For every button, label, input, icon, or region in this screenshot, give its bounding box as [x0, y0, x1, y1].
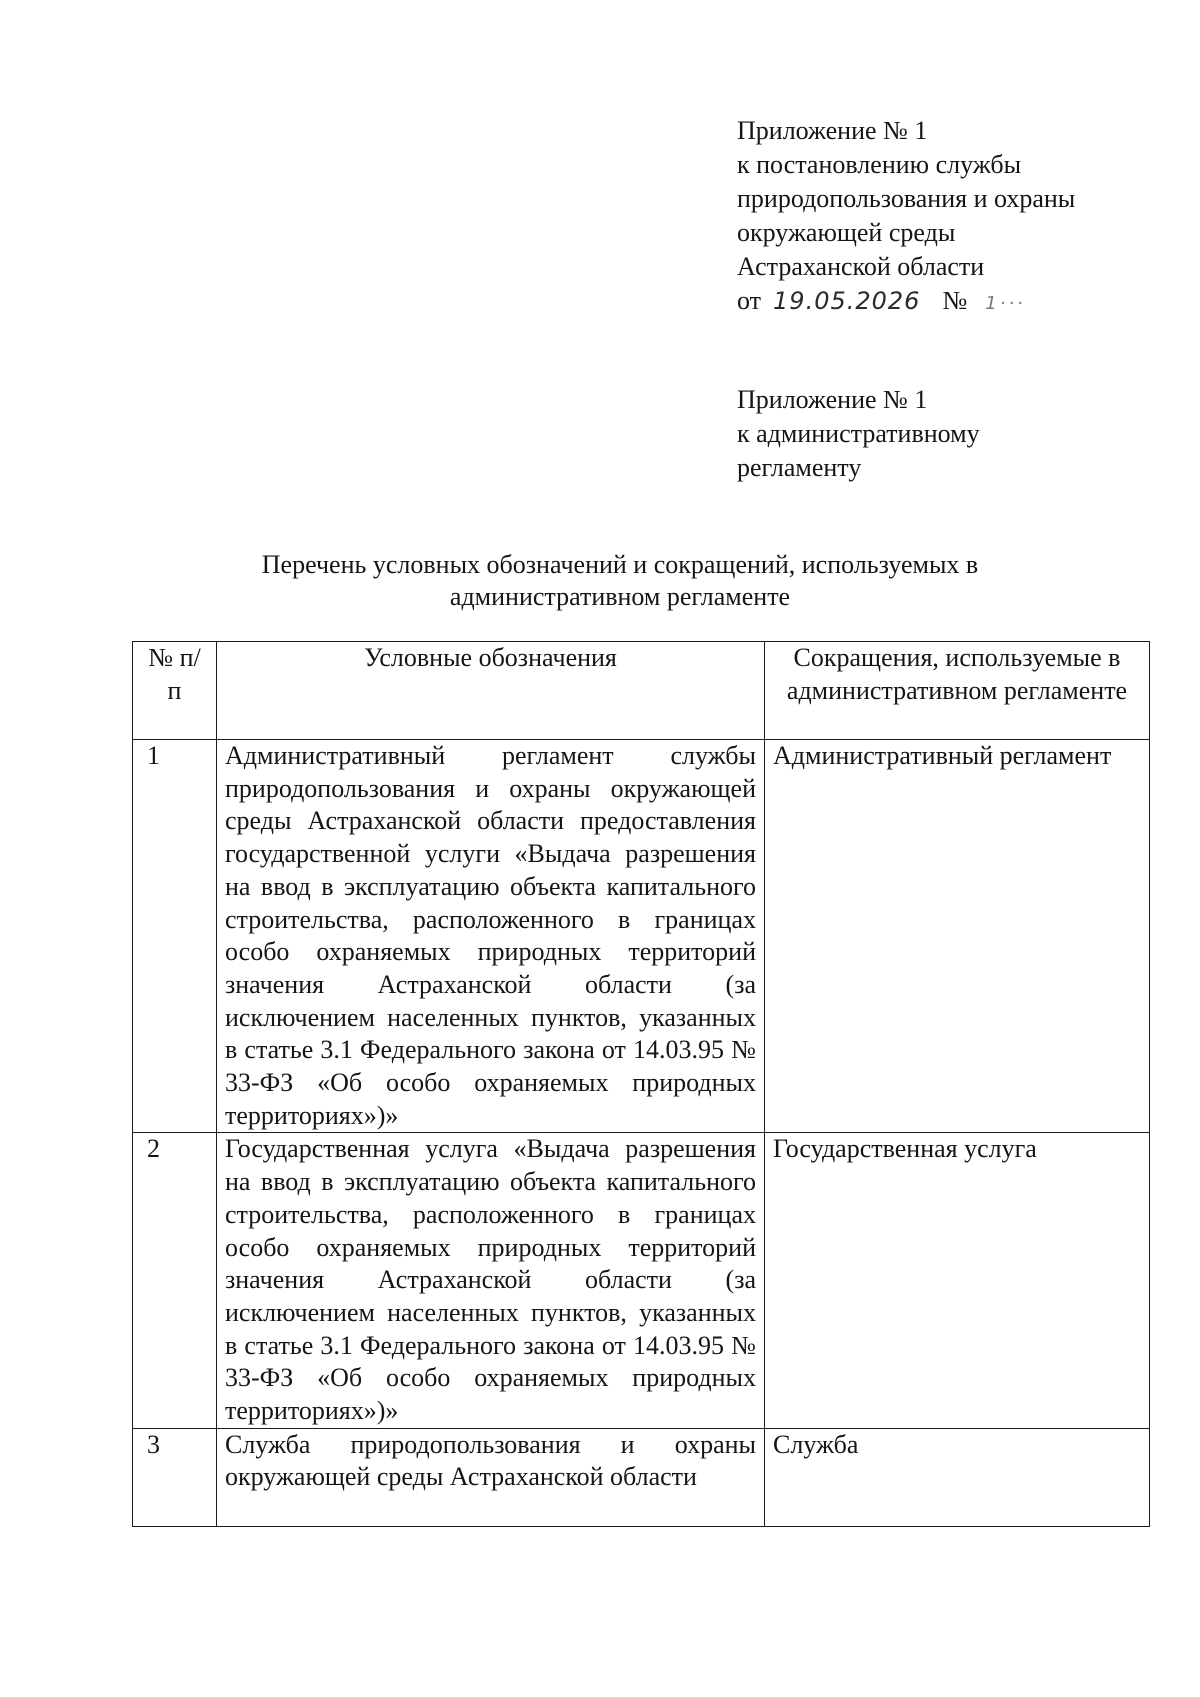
appendix-line: окружающей среды	[737, 218, 956, 247]
document-title	[150, 549, 1090, 613]
row-num: 2	[133, 1133, 217, 1428]
row-term: Административный регламент службы природопользования и охраны окружающей среды Астраханской области предоставления государственной услуги «Выдача разрешения на ввод в эксплуатацию объекта капитального строительства, расположенного в границах особо охраняемых природных территорий значения Астраханской области (за исключением населенных пунктов, указанных в статье 3.1 Федерального закона от 14.03.95 № 33-ФЗ «Об особо охраняемых природных территориях»)»	[217, 740, 765, 1133]
appendix-line: к административному	[737, 419, 980, 448]
appendix-line: Приложение № 1	[737, 385, 928, 414]
row-abbr: Государственная услуга	[765, 1133, 1150, 1428]
handwritten-date: 19.05.2026	[773, 287, 921, 315]
appendix-line: природопользования и охраны	[737, 184, 1076, 213]
title-line-1: Перечень условных обозначений и сокращений, используемых в	[261, 550, 979, 579]
appendix-line: к постановлению службы	[737, 150, 1022, 179]
row-term: Служба природопользования и охраны окружающей среды Астраханской области	[217, 1428, 765, 1526]
abbreviations-table	[132, 641, 1150, 1527]
appendix-line: Астраханской области	[737, 252, 985, 281]
table-row	[133, 1133, 1150, 1428]
table-row	[133, 1428, 1150, 1526]
appendix-line: Приложение № 1	[737, 116, 928, 145]
title-line-2: административном регламенте	[449, 582, 791, 611]
appendix-header-decree	[737, 114, 1075, 321]
row-num: 3	[133, 1428, 217, 1526]
row-term: Государственная услуга «Выдача разрешения на ввод в эксплуатацию объекта капитального строительства, расположенного в границах особо охраняемых природных территорий значения Астраханской области (за исключением населенных пунктов, указанных в статье 3.1 Федерального закона от 14.03.95 № 33-ФЗ «Об особо охраняемых природных территориях»)»	[217, 1133, 765, 1428]
table-header-row	[133, 642, 1150, 740]
header-abbr: Сокращения, используемые в административном регламенте	[765, 642, 1150, 740]
number-label: №	[942, 286, 968, 315]
decree-date-line	[737, 284, 1075, 321]
table-row	[133, 740, 1150, 1133]
header-num: № п/п	[133, 642, 217, 740]
row-abbr: Служба	[765, 1428, 1150, 1526]
date-prefix: от	[737, 286, 762, 315]
handwritten-number: 1···	[985, 293, 1026, 314]
row-abbr: Административный регламент	[765, 740, 1150, 1133]
appendix-line: регламенту	[737, 453, 862, 482]
appendix-header-regulation	[737, 383, 980, 485]
header-term: Условные обозначения	[217, 642, 765, 740]
row-num: 1	[133, 740, 217, 1133]
